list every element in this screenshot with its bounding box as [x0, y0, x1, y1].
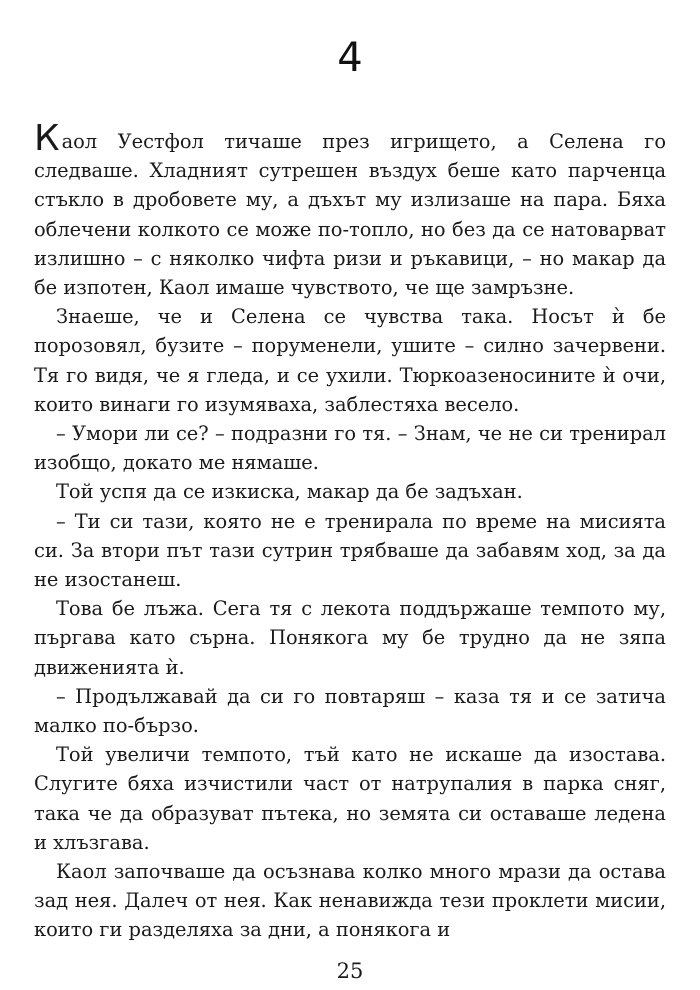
paragraph: – Ти си тази, която не е тренирала по време на мисията си. За втори път тази сутрин трябваше да забавям ход, за да не изостанеш. [34, 509, 666, 592]
page-number: 25 [336, 959, 364, 983]
paragraph: Той увеличи темпото, тъй като не искаше да изостава. Слугите бяха изчистили част от натрупалия в парка сняг, така че да образуват пътека, но земята си оставаше ледена и хлъзгава. [34, 743, 666, 854]
paragraph: – Продължавай да си го повтаряш – каза тя и се затича малко по-бързо. [34, 684, 666, 738]
paragraph: Каол започваше да осъзнава колко много мрази да остава зад нея. Далеч от нея. Как ненавижда тези проклети мисии, които ги разделяха за дни, а понякога и [34, 860, 666, 942]
paragraph: Това бе лъжа. Сега тя с лекота поддържаше темпото му, пъргава като сърна. Понякога му бе трудно да не зяпа движенията ѝ. [34, 597, 666, 679]
chapter-number: 4 [337, 35, 363, 81]
body-text [34, 118, 666, 945]
paragraph: – Умори ли се? – подразни го тя. – Знам, че не си тренирал изобщо, докато ме нямаше. [34, 422, 666, 475]
paragraph [34, 118, 666, 302]
paragraph: Знаеше, че и Селена се чувства така. Носът ѝ бе порозовял, бузите – поруменели, ушите – силно зачервени. Тя го видя, че я гледа, и се ухили. Тюркоазеносините ѝ очи, които винаги го изумяваха, заблестяха весело. [34, 305, 666, 416]
paragraph: Той успя да се изкиска, макар да бе задъхан. [56, 480, 523, 504]
paragraph-text: аол Уестфол тичаше през игрището, а Селена го следваше. Хладният сутрешен въздух беше като парченца стъкло в дробовете му, а дъхът му излизаше на пара. Бяха облечени колкото се може по-топло, но без да се натоварват излишно – с няколко чифта ризи и ръкавици, – но макар да бе изпотен, Каол имаше чувството, че ще замръзне. [34, 130, 666, 300]
drop-cap: К [34, 118, 60, 159]
